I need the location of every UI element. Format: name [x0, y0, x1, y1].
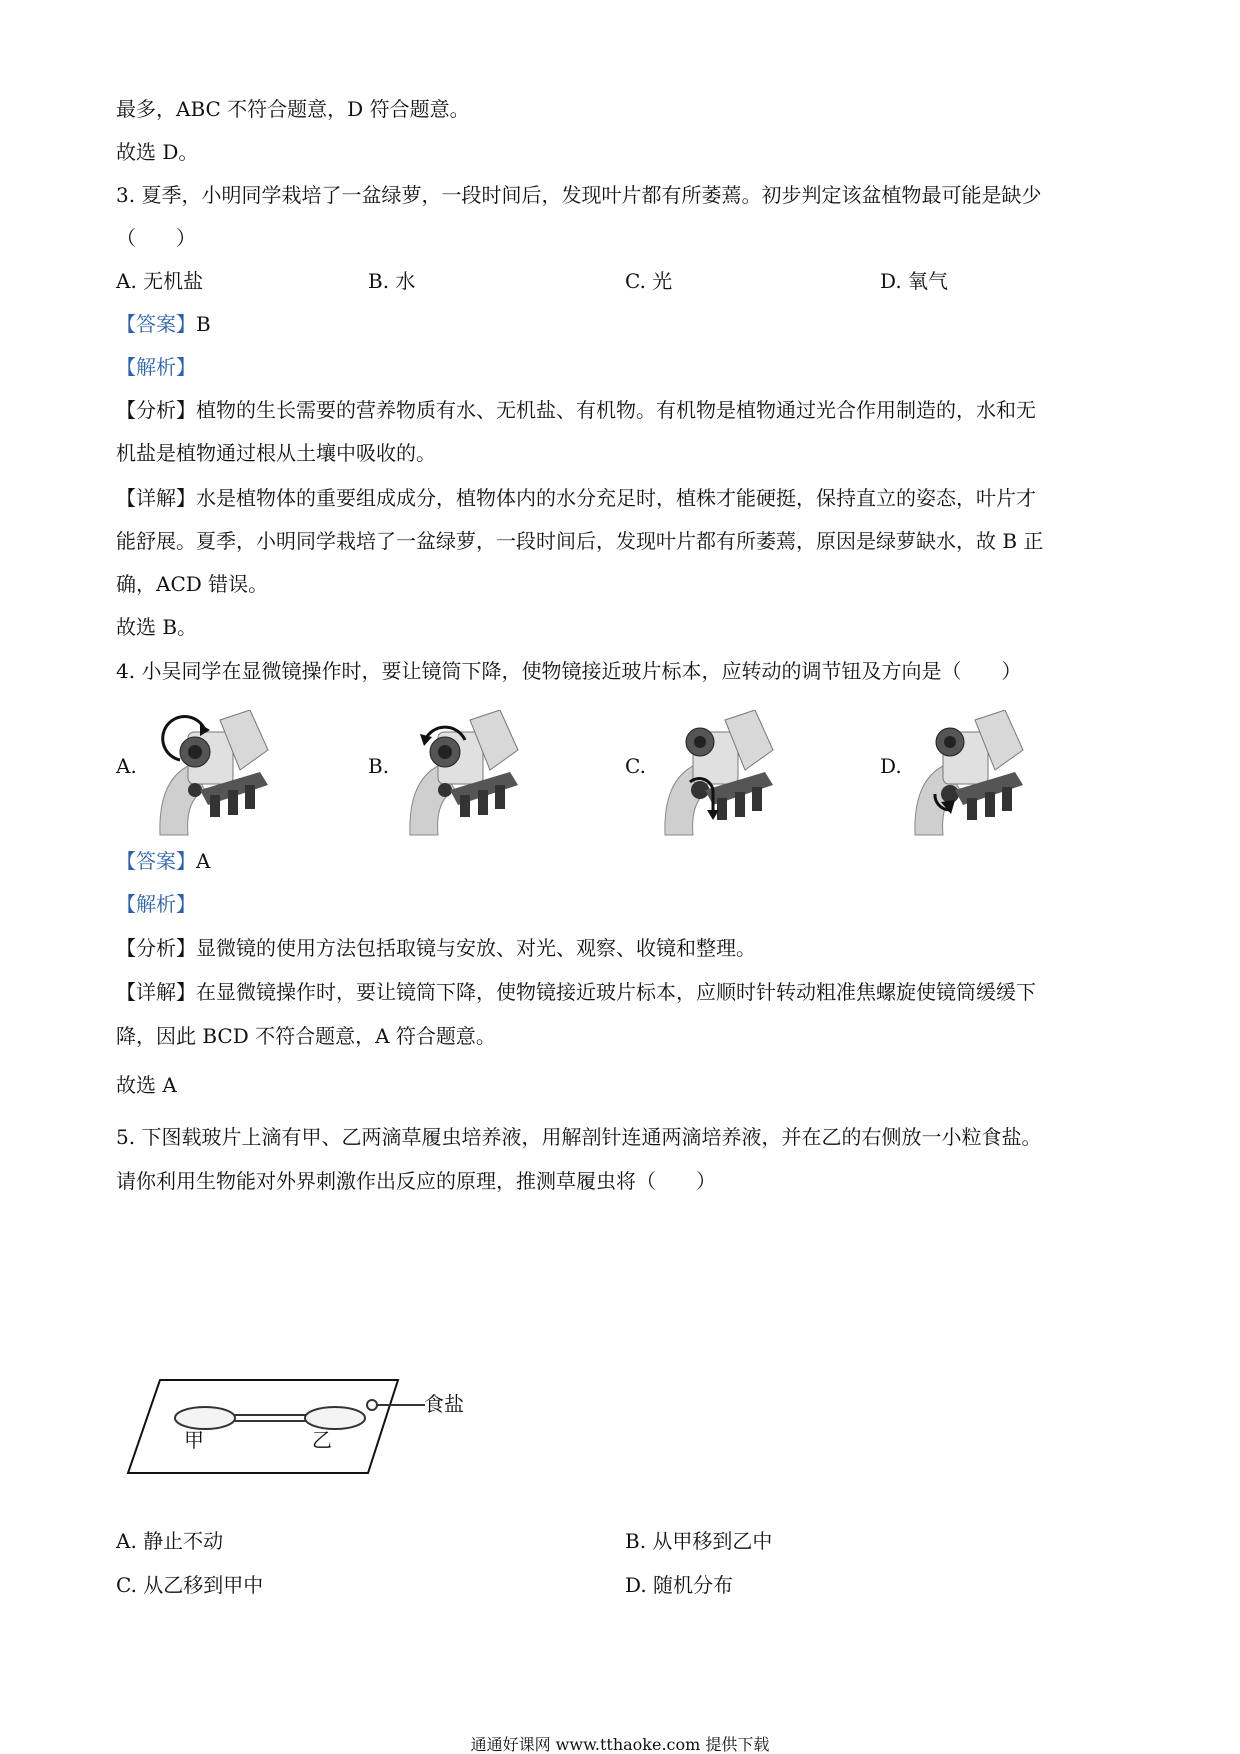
q3-option-d: D. 氧气: [880, 269, 949, 293]
q5-option-b: B. 从甲移到乙中: [625, 1529, 773, 1553]
q5-option-c: C. 从乙移到甲中: [116, 1573, 264, 1597]
xiangjie-tag: 【详解】: [116, 980, 196, 1004]
question-4-stem: 4. 小吴同学在显微镜操作时，要让镜筒下降，使物镜接近玻片标本，应转动的调节钮及方向是（ ）: [116, 659, 1022, 683]
text-line: 确，ACD 错误。: [116, 572, 269, 596]
label-jia: 甲: [184, 1428, 204, 1452]
q4-option-a: A.: [116, 754, 137, 778]
q3-option-b: B. 水: [368, 269, 416, 293]
q4-xiangjie: [116, 978, 1036, 1006]
q3-xiangjie: [116, 484, 1036, 512]
fenxi-text: 植物的生长需要的营养物质有水、无机盐、有机物。有机物是植物通过光合作用制造的，水和无: [196, 398, 1036, 422]
xiangjie-tag: 【详解】: [116, 486, 196, 510]
q4-option-d: D.: [880, 754, 902, 778]
jiexi-tag: 【解析】: [116, 892, 196, 916]
q3-option-a: A. 无机盐: [116, 269, 204, 293]
question-5-stem-2: 请你利用生物能对外界刺激作出反应的原理，推测草履虫将（ ）: [116, 1169, 716, 1193]
q4-option-b: B.: [368, 754, 390, 778]
answer-value: B: [196, 312, 211, 336]
answer-value: A: [196, 849, 211, 873]
q3-fenxi: [116, 396, 1036, 424]
microscope-d-image: [905, 710, 1035, 840]
fenxi-tag: 【分析】: [116, 936, 196, 960]
text-line: 最多，ABC 不符合题意，D 符合题意。: [116, 97, 470, 121]
text-line: 机盐是植物通过根从土壤中吸收的。: [116, 441, 436, 465]
q3-jiexi: [116, 353, 196, 381]
q3-conclusion: 故选 B。: [116, 615, 198, 639]
q5-option-d: D. 随机分布: [625, 1573, 734, 1597]
question-3-stem-paren: （ ）: [116, 226, 196, 250]
text-line: 故选 D。: [116, 140, 199, 164]
q3-answer: [116, 310, 211, 338]
microscope-b-image: [400, 710, 530, 840]
fenxi-text: 显微镜的使用方法包括取镜与安放、对光、观察、收镜和整理。: [196, 936, 756, 960]
q4-jiexi: [116, 890, 196, 918]
glass-slide-outline: [128, 1380, 398, 1473]
jiexi-tag: 【解析】: [116, 355, 196, 379]
q4-conclusion: 故选 A: [116, 1073, 177, 1097]
q4-fenxi: [116, 934, 756, 962]
footer-watermark: 通通好课网 www.tthaoke.com 提供下载: [470, 1735, 770, 1754]
q4-answer: [116, 847, 210, 875]
microscope-c-image: [655, 710, 785, 840]
question-5-stem: 5. 下图载玻片上滴有甲、乙两滴草履虫培养液，用解剖针连通两滴培养液，并在乙的右侧放一小粒食盐。: [116, 1125, 1042, 1149]
q5-option-a: A. 静止不动: [116, 1529, 224, 1553]
label-salt: 食盐: [424, 1392, 464, 1416]
xiangjie-text: 在显微镜操作时，要让镜筒下降，使物镜接近玻片标本，应顺时针转动粗准焦螺旋使镜筒缓缓下: [196, 980, 1036, 1004]
salt-grain: [367, 1400, 377, 1410]
answer-tag: 【答案】: [116, 312, 196, 336]
label-yi: 乙: [312, 1428, 332, 1452]
q4-option-c: C.: [625, 754, 646, 778]
xiangjie-text: 水是植物体的重要组成成分，植物体内的水分充足时，植株才能硬挺，保持直立的姿态，叶片才: [196, 486, 1036, 510]
question-3-stem: 3. 夏季，小明同学栽培了一盆绿萝，一段时间后，发现叶片都有所萎蔫。初步判定该盆植物最可能是缺少: [116, 183, 1042, 207]
microscope-a-image: [150, 710, 280, 840]
text-line: 能舒展。夏季，小明同学栽培了一盆绿萝，一段时间后，发现叶片都有所萎蔫，原因是绿萝缺水，故 B 正: [116, 529, 1044, 553]
text-line: 降，因此 BCD 不符合题意，A 符合题意。: [116, 1024, 496, 1048]
fenxi-tag: 【分析】: [116, 398, 196, 422]
q3-option-c: C. 光: [625, 269, 673, 293]
answer-tag: 【答案】: [116, 849, 196, 873]
